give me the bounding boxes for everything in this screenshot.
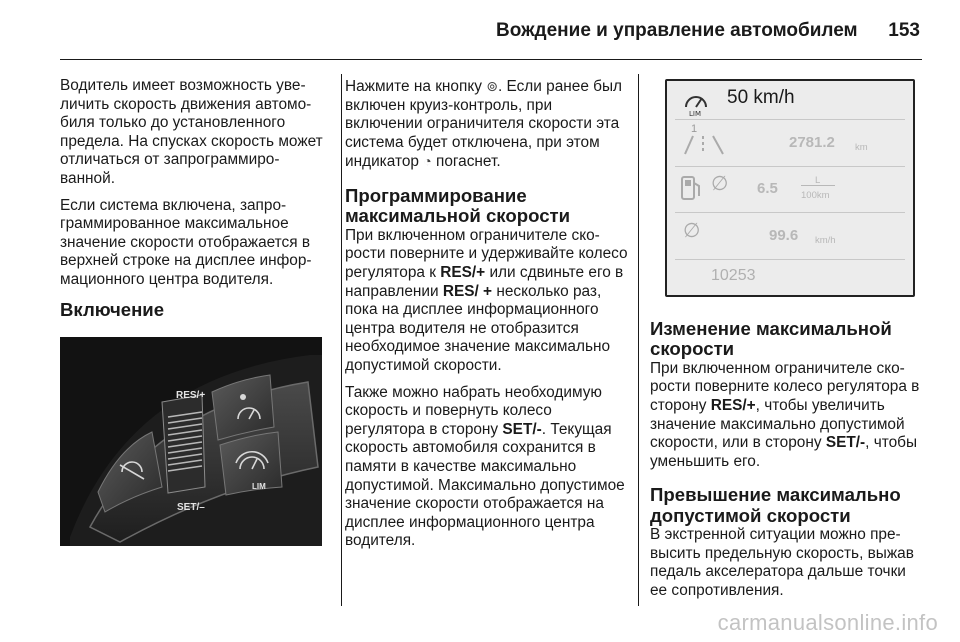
speed-limiter-icon <box>681 87 711 117</box>
text-programming-a: При включенном ограничителе скорости поверните и удерживайте колесо регулятора к <box>345 226 628 281</box>
res-plus-label: RES/+ <box>176 389 206 401</box>
heading-programming-max-speed: Программирование максимальной скорости <box>345 184 571 227</box>
average-speed-unit: km/h <box>815 235 836 246</box>
column-2 <box>345 77 630 559</box>
text-changing-a: При включенном ограничителе скорости поверните колесо регулятора в сторону <box>650 359 920 414</box>
page-number: 153 <box>888 20 920 41</box>
text-programming-c: несколько раз, пока на дисплее информационного центра водителя не отобразится необходимое значение максимально допустимой скорости. <box>345 282 611 374</box>
driver-info-display <box>665 79 915 297</box>
text-indicator-off: погаснет. <box>436 153 501 171</box>
column-divider-2 <box>638 74 639 606</box>
text-changing-c: , чтобы уменьшить его. <box>650 434 918 470</box>
paragraph-display-info: Если система включена, запрограммированное максимальное значение скорости отображается в верхней строке на дисплее информационного центра водителя. <box>60 196 312 288</box>
svg-text:LIM: LIM <box>689 110 702 117</box>
paragraph-limit-info: Водитель имеет возможность увеличить скорость движения автомобиля только до установленного предела. На спусках скорость может отличаться от запрограммированной. <box>60 77 323 187</box>
fuel-unit-top: L <box>815 175 821 186</box>
trip-icon <box>683 132 725 156</box>
fuel-consumption-value: 6.5 <box>757 180 778 197</box>
odometer-value: 10253 <box>711 267 756 284</box>
text-changing-b: , чтобы увеличить значение максимально допустимой скорости, или в сторону <box>650 397 905 452</box>
average-speed-icon: ∅ <box>683 220 701 242</box>
res-plus-term-2: RES/ + <box>442 282 493 300</box>
speed-limiter-icon: ⊚ <box>486 78 498 94</box>
trip-index: 1 <box>691 123 698 135</box>
paragraph-changing <box>650 360 926 472</box>
steering-wheel-controls-photo <box>60 337 322 546</box>
trip-row <box>675 119 905 167</box>
set-minus-term: SET/- <box>502 420 542 438</box>
column-3 <box>650 77 926 609</box>
paragraph-exceeding: В экстренной ситуации можно превысить предельную скорость, выжав педаль акселератора дальше точки ее сопротивления. <box>650 526 914 599</box>
paragraph-programming <box>345 227 630 376</box>
limit-speed-readout: 50 km/h <box>727 87 795 108</box>
heading-changing-max-speed: Изменение максимальной скорости <box>650 318 892 360</box>
res-plus-term-3: RES/+ <box>710 397 756 414</box>
text-set-a: Также можно набрать необходимую скорость и повернуть колесо регулятора в сторону <box>345 383 602 438</box>
page-header-title: Вождение и управление автомобилем <box>496 20 858 41</box>
text-press-button: Нажмите на кнопку <box>345 78 482 95</box>
heading-exceeding-max-speed: Превышение максимально допустимой скорости <box>650 484 901 526</box>
fuel-row <box>675 166 905 213</box>
average-speed-value: 99.6 <box>769 227 799 244</box>
text-programming-b: или сдвиньте его в направлении <box>345 263 624 300</box>
average-icon: ∅ <box>711 173 729 195</box>
fuel-unit-fraction-line <box>801 185 835 186</box>
column-divider-1 <box>341 74 342 606</box>
paragraph-press-button <box>345 77 630 172</box>
text-cruise-disabled: . Если ранее был включен круиз-контроль, при включении ограничителя скорости эта система будет отключена, при этом индикатор <box>345 78 623 171</box>
lim-label: LIM <box>252 481 266 491</box>
watermark: carmanualsonline.info <box>717 610 938 635</box>
trip-distance-value: 2781.2 <box>789 134 835 151</box>
res-plus-term: RES/+ <box>440 263 486 281</box>
heading-activation: Включение <box>60 298 165 320</box>
cruise-control-icon: ◔ <box>423 153 432 170</box>
header-rule <box>60 59 922 60</box>
column-1 <box>60 77 328 546</box>
fuel-pump-icon <box>679 174 703 202</box>
trip-distance-unit: km <box>855 142 868 153</box>
set-minus-term-2: SET/- <box>825 434 866 452</box>
set-minus-label: SET/– <box>177 501 205 513</box>
paragraph-set-current-speed <box>345 384 630 551</box>
fuel-unit-bottom: 100km <box>801 190 830 201</box>
text-set-b: . Текущая скорость автомобиля сохранится в памяти в качестве максимально допустимой. Максимально допустимое значение скорости отображается на дисплее информационного центра водителя. <box>345 420 625 550</box>
average-speed-row <box>675 213 905 260</box>
